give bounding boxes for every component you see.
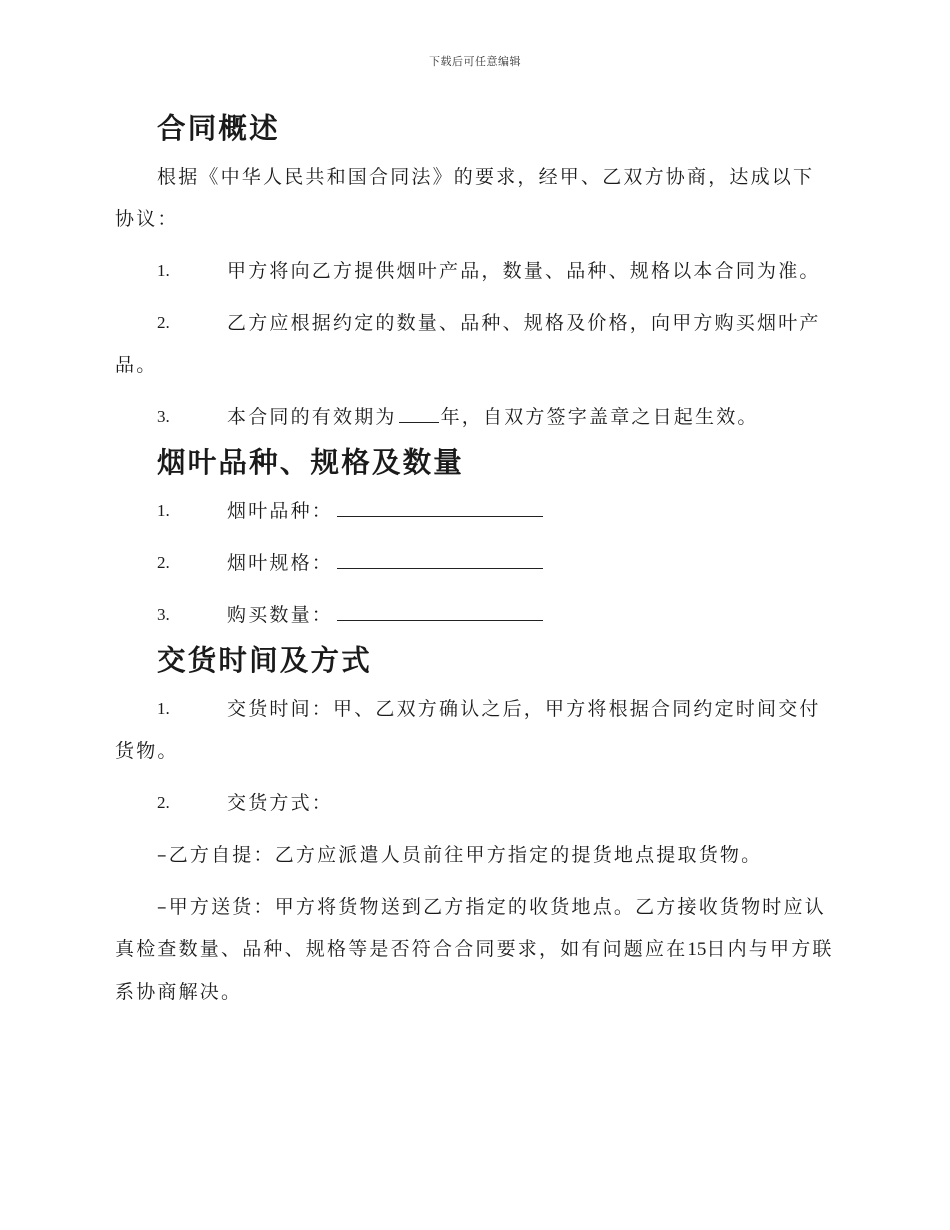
overview-item-3	[115, 396, 835, 438]
variety-label: 烟叶品种：	[227, 500, 334, 522]
delivery-text-b: 日内与甲方联系协商解决。	[115, 938, 834, 1003]
specs-item-1	[115, 490, 835, 532]
item-text	[115, 490, 835, 532]
section-title-delivery: 交货时间及方式	[157, 643, 372, 677]
item-text: 乙方应根据约定的数量、品种、规格及价格，向甲方购买烟叶产品。	[115, 312, 821, 376]
document-body	[115, 112, 835, 1013]
item-text: 甲方将向乙方提供烟叶产品，数量、品种、规格以本合同为准。	[227, 260, 821, 282]
delivery-days: 15	[687, 939, 707, 960]
delivery-item-2	[115, 782, 835, 824]
specs-item-2	[115, 542, 835, 584]
item-number: 3.	[157, 407, 170, 426]
item-number: 2.	[157, 793, 170, 812]
quantity-blank[interactable]	[337, 600, 543, 621]
self-pickup-clause: –乙方自提：乙方应派遣人员前往甲方指定的提货地点提取货物。	[157, 844, 763, 866]
variety-blank[interactable]	[337, 496, 543, 517]
spec-label: 烟叶规格：	[227, 552, 334, 574]
validity-text-after: 年，自双方签字盖章之日起生效。	[440, 406, 759, 428]
validity-years-blank[interactable]	[399, 402, 439, 423]
section-title-overview: 合同概述	[157, 111, 280, 145]
item-text	[115, 396, 835, 438]
overview-intro: 根据《中华人民共和国合同法》的要求，经甲、乙双方协商，达成以下协议：	[115, 166, 815, 230]
overview-item-2	[115, 302, 835, 386]
item-number: 1.	[157, 501, 170, 520]
validity-text-before: 本合同的有效期为	[227, 406, 397, 428]
overview-item-1	[115, 250, 835, 292]
item-number: 1.	[157, 699, 170, 718]
page-header: 下载后可任意编辑	[429, 55, 521, 68]
item-text: 交货方式：	[227, 792, 334, 814]
item-number: 1.	[157, 261, 170, 280]
item-number: 2.	[157, 553, 170, 572]
spec-blank[interactable]	[337, 548, 543, 569]
section-title-specs: 烟叶品种、规格及数量	[157, 445, 465, 479]
quantity-label: 购买数量：	[227, 604, 334, 626]
delivery-item-1	[115, 688, 835, 772]
item-number: 2.	[157, 313, 170, 332]
seller-delivery-clause	[115, 886, 835, 1013]
delivery-text-a: –甲方送货：甲方将货物送到乙方指定的收货地点。乙方接收货物时应认真检查数量、品种、规格等是否符合合同要求，如有问题应在	[115, 896, 826, 960]
item-text: 交货时间：甲、乙双方确认之后，甲方将根据合同约定时间交付货物。	[115, 698, 821, 762]
item-text	[115, 594, 835, 636]
specs-item-3	[115, 594, 835, 636]
item-text	[115, 542, 835, 584]
item-number: 3.	[157, 605, 170, 624]
